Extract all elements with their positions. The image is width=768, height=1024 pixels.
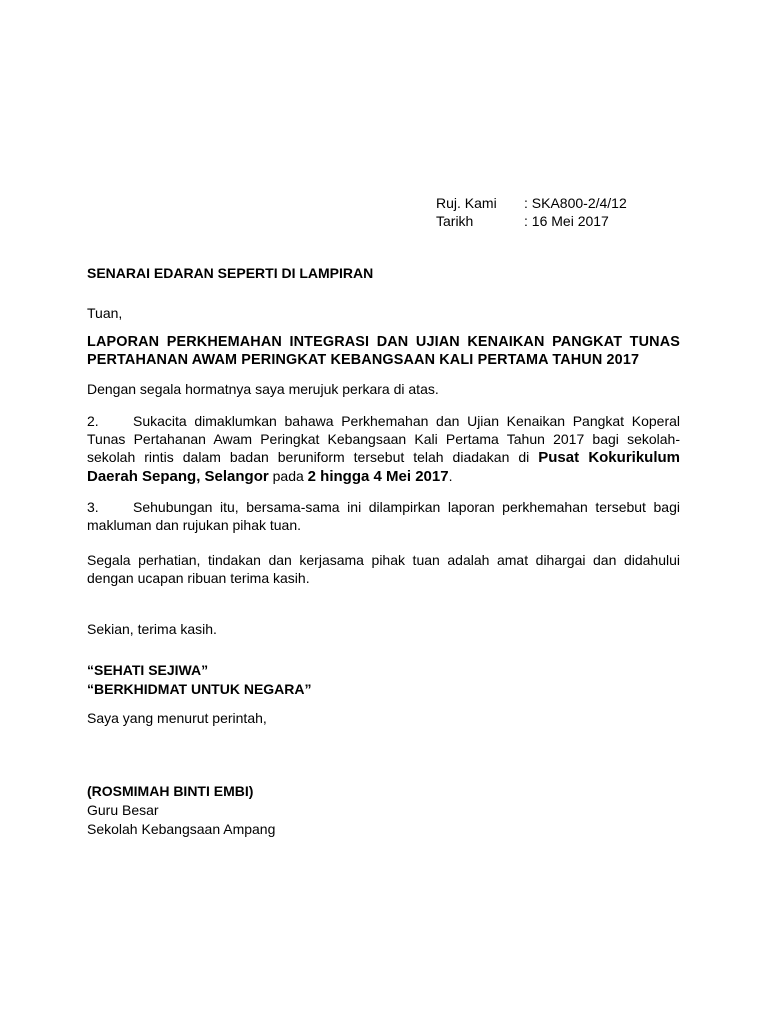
motto-line-2: “BERKHIDMAT UNTUK NEGARA” [87, 681, 312, 697]
date-value: : 16 Mei 2017 [524, 213, 609, 229]
sign-off: Saya yang menurut perintah, [87, 710, 267, 726]
pada-text: pada [268, 468, 308, 484]
reference-label: Ruj. Kami [436, 195, 497, 211]
paragraph-3 [87, 498, 680, 534]
salutation: Tuan, [87, 305, 123, 321]
motto-line-1: “SEHATI SEJIWA” [87, 662, 209, 678]
reference-row [436, 194, 627, 212]
reference-value: : SKA800-2/4/12 [524, 195, 627, 211]
signatory-school: Sekolah Kebangsaan Ampang [87, 821, 276, 837]
reference-block [436, 194, 627, 230]
paragraph-4: Segala perhatian, tindakan dan kerjasama pihak tuan adalah amat dihargai dan didahului dengan ucapan ribuan terima kasih. [87, 552, 680, 586]
closing-line: Sekian, terima kasih. [87, 621, 217, 637]
paragraph-number: 2. [87, 413, 99, 429]
date-row [436, 212, 627, 230]
paragraph-text: Sehubungan itu, bersama-sama ini dilampirkan laporan perkhemahan tersebut bagi makluman dan rujukan pihak tuan. [87, 499, 680, 533]
recipient-line: SENARAI EDARAN SEPERTI DI LAMPIRAN [87, 265, 374, 281]
signatory-title: Guru Besar [87, 802, 159, 818]
venue-text: Pusat Kokurikulum Daerah Sepang, Selangor [87, 449, 680, 485]
paragraph-end: . [448, 468, 453, 484]
paragraph-2 [87, 412, 680, 486]
dates-text: 2 hingga 4 Mei 2017 [307, 468, 449, 485]
paragraph-1: Dengan segala hormatnya saya merujuk perkara di atas. [87, 381, 439, 397]
subject-heading: LAPORAN PERKHEMAHAN INTEGRASI DAN UJIAN KENAIKAN PANGKAT TUNAS PERTAHANAN AWAM PERINGKAT KEBANGSAAN KALI PERTAMA TAHUN 2017 [87, 334, 680, 368]
signatory-name: (ROSMIMAH BINTI EMBI) [87, 783, 254, 799]
date-label: Tarikh [436, 213, 474, 229]
paragraph-number: 3. [87, 499, 99, 515]
paragraph-text: Sukacita dimaklumkan bahawa Perkhemahan dan Ujian Kenaikan Pangkat Koperal Tunas Pertahanan Awam Peringkat Kebangsaan Kali Pertama Tahun 2017 bagi sekolah-sekolah rintis dalam badan beruniform tersebut telah diadakan di [87, 413, 680, 465]
